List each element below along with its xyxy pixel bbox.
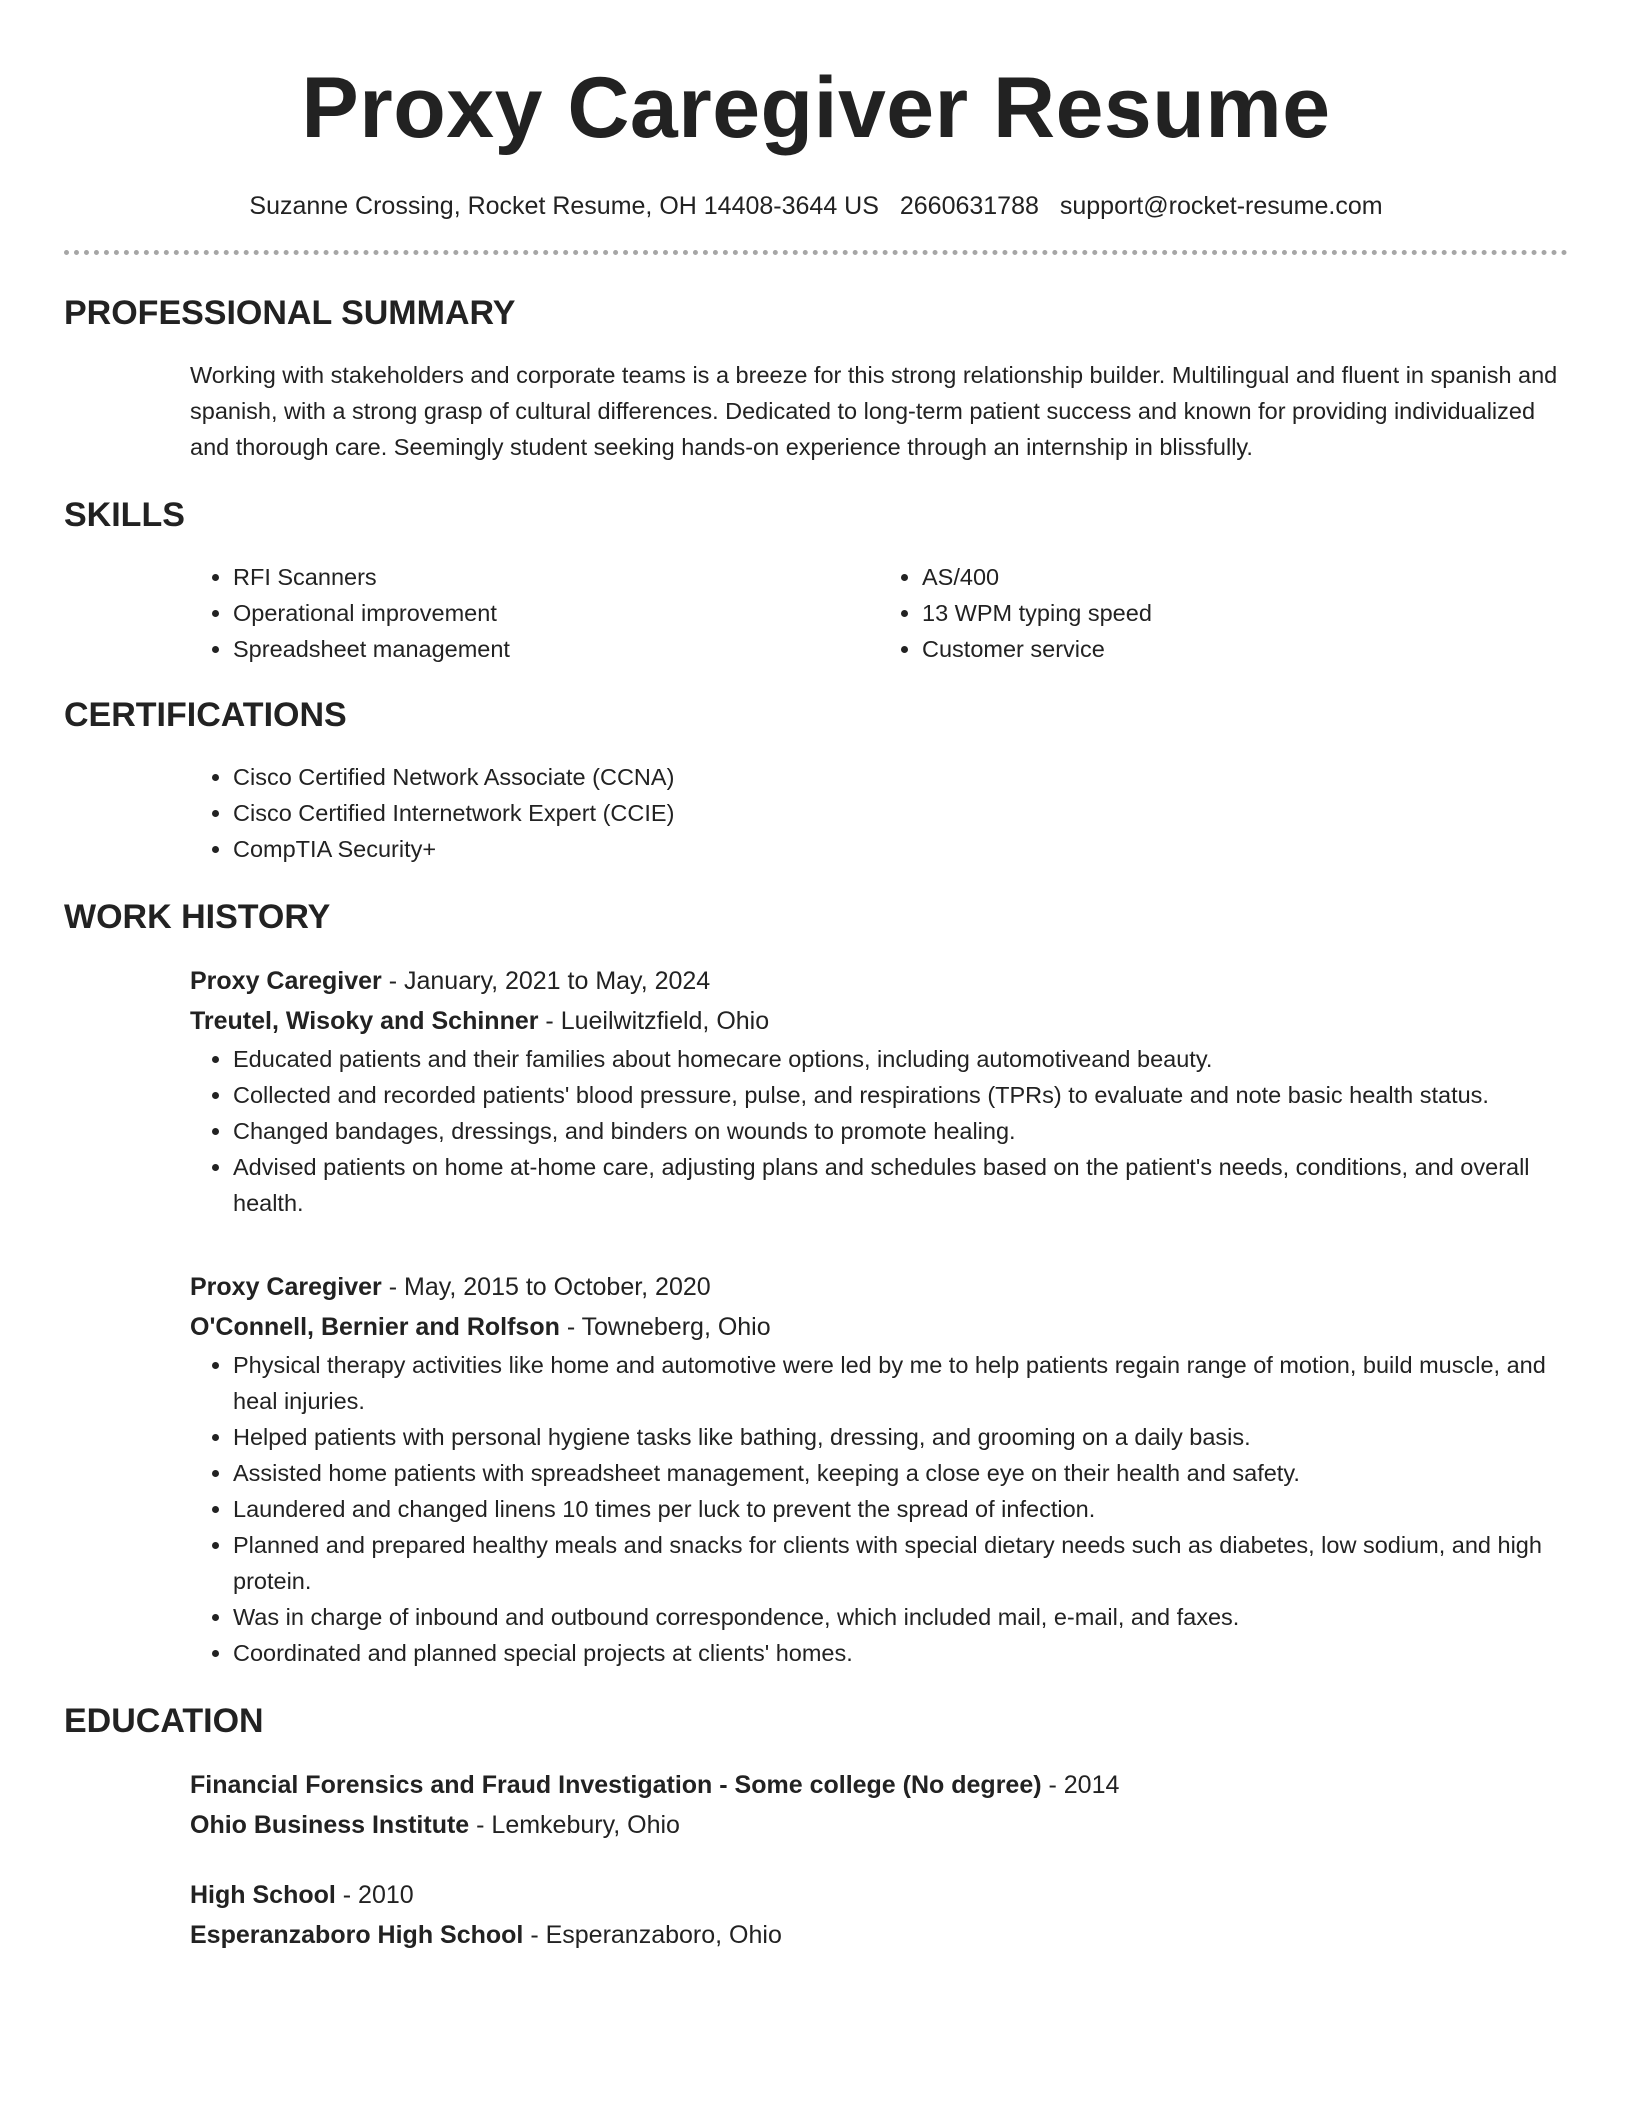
education-location: - Lemkebury, Ohio [469, 1811, 680, 1839]
job-company-line [190, 1001, 1568, 1041]
skills-column-left [190, 559, 879, 667]
education-school: Esperanzaboro High School [190, 1921, 524, 1949]
contact-phone: 2660631788 [899, 192, 1039, 220]
job-title-line [190, 1267, 1568, 1307]
resume-title: Proxy Caregiver Resume [301, 60, 1331, 156]
contact-email: support@rocket-resume.com [1059, 192, 1383, 220]
education-degree: High School [190, 1881, 336, 1909]
education-year: - 2010 [335, 1881, 414, 1909]
skills-list [190, 559, 1568, 667]
skill-item: • Customer service [922, 631, 1568, 667]
summary-text: Working with stakeholders and corporate teams is a breeze for this strong relationship builder. Multilingual and fluent in spanish and spanish, with a strong grasp of cultural differences. Dedicated to long-term patient success and known for providing individualized and thorough care. Seemingly student seeking hands-on experience through an internship in blissfully. [190, 362, 1558, 460]
education-school-line [190, 1915, 1568, 1955]
contact-line [64, 190, 1568, 222]
job-bullet: • Was in charge of inbound and outbound correspondence, which included mail, e-mail, and faxes. [233, 1599, 1568, 1635]
certification-item: • CompTIA Security+ [233, 831, 1568, 867]
job-bullet: • Changed bandages, dressings, and binders on wounds to promote healing. [233, 1113, 1568, 1149]
job-bullet: • Advised patients on home at-home care, adjusting plans and schedules based on the patient's needs, conditions, and overall health. [233, 1149, 1568, 1221]
skill-item: • Spreadsheet management [233, 631, 879, 667]
job-bullets [190, 1347, 1568, 1671]
job-location: - Lueilwitzfield, Ohio [538, 1007, 770, 1035]
job-title: Proxy Caregiver [190, 1273, 382, 1301]
job-bullet: • Planned and prepared healthy meals and snacks for clients with special dietary needs such as diabetes, low sodium, and high protein. [233, 1527, 1568, 1599]
job-company-line [190, 1307, 1568, 1347]
certification-item: • Cisco Certified Network Associate (CCNA) [233, 759, 1568, 795]
header-divider [64, 250, 1568, 255]
job-dates: - January, 2021 to May, 2024 [381, 967, 711, 995]
education-entry [190, 1765, 1568, 1845]
certification-item: • Cisco Certified Internetwork Expert (CCIE) [233, 795, 1568, 831]
job-bullet: • Coordinated and planned special projects at clients' homes. [233, 1635, 1568, 1671]
job-title: Proxy Caregiver [190, 967, 382, 995]
skills-column-right [879, 559, 1568, 667]
job-entry [190, 1267, 1568, 1671]
skill-item: • 13 WPM typing speed [922, 595, 1568, 631]
section-title-education: EDUCATION [64, 1702, 264, 1740]
contact-address: Suzanne Crossing, Rocket Resume, OH 14408-3644 US [249, 192, 879, 220]
job-bullet: • Educated patients and their families about homecare options, including automotiveand beauty. [233, 1041, 1568, 1077]
certifications-bullets [190, 759, 1568, 867]
education-year: - 2014 [1041, 1771, 1120, 1799]
education-degree-line [190, 1875, 1568, 1915]
education-degree-line [190, 1765, 1568, 1805]
skill-item: • Operational improvement [233, 595, 879, 631]
education-school-line [190, 1805, 1568, 1845]
education-school: Ohio Business Institute [190, 1811, 470, 1839]
section-title-certifications: CERTIFICATIONS [64, 696, 347, 734]
job-location: - Towneberg, Ohio [559, 1313, 771, 1341]
education-degree: Financial Forensics and Fraud Investigation - Some college (No degree) [190, 1771, 1042, 1799]
job-dates: - May, 2015 to October, 2020 [381, 1273, 711, 1301]
certifications-list [190, 759, 1568, 867]
section-title-work-history: WORK HISTORY [64, 898, 331, 936]
job-bullet: • Helped patients with personal hygiene tasks like bathing, dressing, and grooming on a daily basis. [233, 1419, 1568, 1455]
skill-item: • AS/400 [922, 559, 1568, 595]
skill-item: • RFI Scanners [233, 559, 879, 595]
education-location: - Esperanzaboro, Ohio [523, 1921, 782, 1949]
job-company: O'Connell, Bernier and Rolfson [190, 1313, 560, 1341]
job-bullet: • Laundered and changed linens 10 times per luck to prevent the spread of infection. [233, 1491, 1568, 1527]
job-bullet: • Physical therapy activities like home and automotive were led by me to help patients regain range of motion, build muscle, and heal injuries. [233, 1347, 1568, 1419]
job-bullet: • Assisted home patients with spreadsheet management, keeping a close eye on their health and safety. [233, 1455, 1568, 1491]
job-title-line [190, 961, 1568, 1001]
job-company: Treutel, Wisoky and Schinner [190, 1007, 539, 1035]
education-entry [190, 1875, 1568, 1955]
job-entry [190, 961, 1568, 1221]
section-title-summary: PROFESSIONAL SUMMARY [64, 294, 516, 332]
job-bullets [190, 1041, 1568, 1221]
job-bullet: • Collected and recorded patients' blood pressure, pulse, and respirations (TPRs) to evaluate and note basic health status. [233, 1077, 1568, 1113]
section-title-skills: SKILLS [64, 496, 185, 534]
